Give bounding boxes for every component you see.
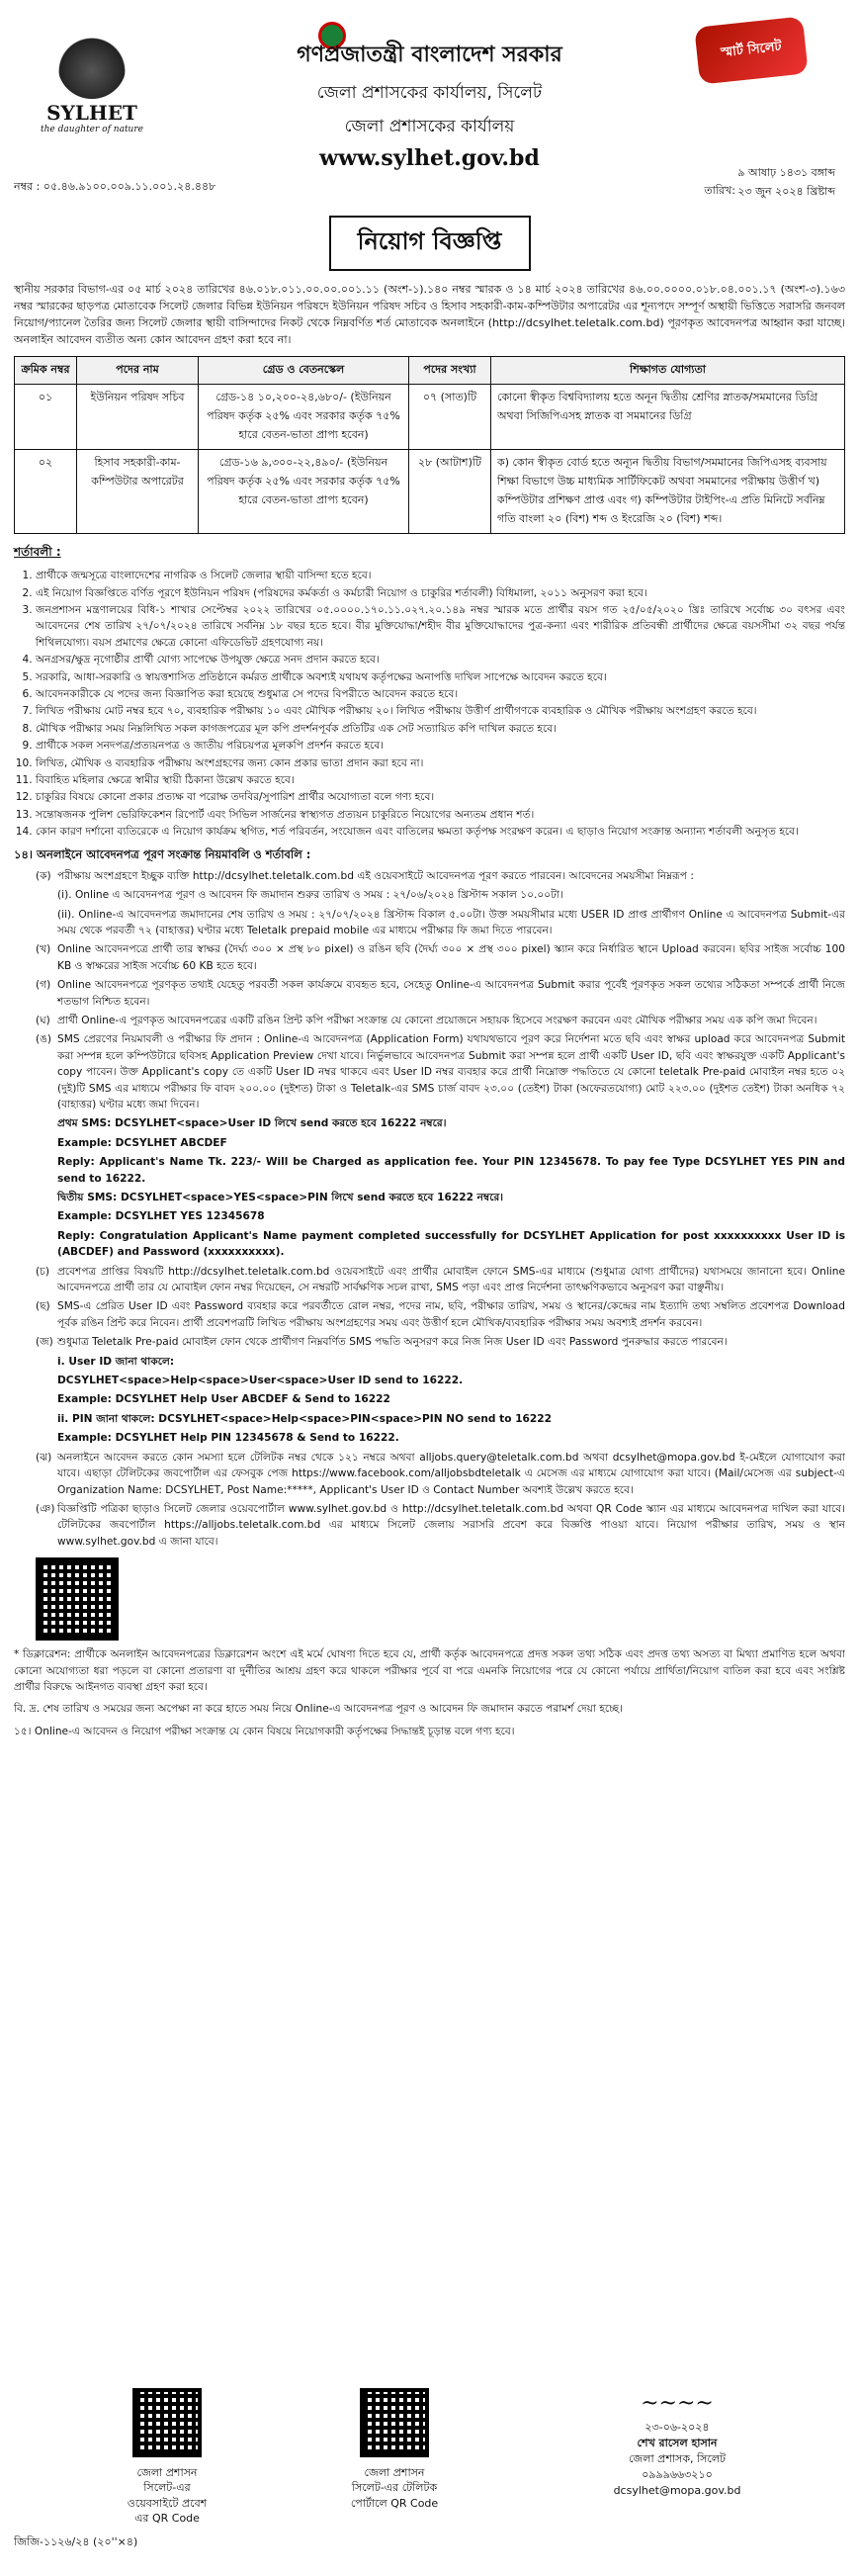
table-row xyxy=(15,385,845,450)
rule-text: শুধুমাত্র Teletalk Pre-paid মোবাইল ফোন থেকে প্রার্থীগণ নিম্নবর্ণিত SMS পদ্ধতি অনুসরণ করে নিজ নিজ User ID এবং Password পুনরুদ্ধার করতে পারবেন। xyxy=(57,1336,728,1349)
rule-text: পরীক্ষায় অংশগ্রহণে ইচ্ছুক ব্যক্তি http://dcsylhet.teletalk.com.bd এই ওয়েবসাইটে আবেদনপত্র পূরণ করতে পারবেন। আবেদনের সময়সীমা নিম্নরূপ : xyxy=(57,869,694,882)
list-item: 7. লিখিত পরীক্ষায় মোট নম্বর হবে ৭০, ব্যবহারিক পরীক্ষায় ১০ এবং মৌখিক পরীক্ষায় ২০। লিখিত পরীক্ষায় উত্তীর্ণ প্রার্থীগণকে ব্যবহারিক ও মৌখিক পরীক্ষায় অংশগ্রহণ করতে হবে। xyxy=(36,703,845,719)
col-serial: ক্রমিক নম্বর xyxy=(15,357,77,385)
sms-line: দ্বিতীয় SMS: DCSYLHET<space>YES<space>PIN লিখে send করতে হবে 16222 নম্বরে। xyxy=(57,1192,504,1203)
rule-item xyxy=(36,868,845,884)
cell-qualification: কোনো স্বীকৃত বিশ্ববিদ্যালয় হতে অনূন দ্বিতীয় শ্রেণির স্নাতক/সমমানের ডিগ্রি অথবা সিজিপিএসহ স্নাতক বা সমমানের ডিগ্রি xyxy=(491,385,845,450)
rule-key: (ক) xyxy=(36,869,51,882)
cell-count: ২৮ (আটাশ)টি xyxy=(409,450,491,534)
signature-block xyxy=(578,2388,776,2499)
rule-item xyxy=(36,977,845,1010)
rule-text: (i). Online এ আবেদনপত্র পূরণ ও আবেদন ফি জমাদান শুরুর তারিখ ও সময় : ২৭/০৬/২০২৪ খ্রিস্টাব্দ সকাল ১০.০০টা। xyxy=(57,889,563,902)
office-line-2: জেলা প্রশাসকের কার্যালয় xyxy=(344,117,515,136)
rule-key: (চ) xyxy=(36,1265,49,1278)
rule-text: Online আবেদনপত্রে প্রার্থী তার স্বাক্ষর (দৈর্ঘ্য ৩০০ × প্রস্থ ৮০ pixel) ও রঙিন ছবি (দৈর্ঘ্য ৩০০ × প্রস্থ ৩০০ pixel) স্ক্যান করে নির্ধারিত স্থানে Upload করবেন। ছবির সাইজ সর্বোচ্চ 100 KB ও স্বাক্ষরের সাইজ সর্বোচ্চ 60 KB হতে হবে। xyxy=(57,943,845,972)
date-label: তারিখ: xyxy=(704,184,735,197)
list-item: 8. মৌখিক পরীক্ষার সময় নিম্নলিখিত সকল কাগজপত্রের মূল কপি প্রদর্শনপূর্বক প্রতিটির এক সেট সত্যায়িত কপি দাখিল করতে হবে। xyxy=(36,721,845,737)
list-item: 13. সন্তোষজনক পুলিশ ভেরিফিকেশন রিপোর্ট এবং সিভিল সার্জনের স্বাস্থ্যগত প্রত্যয়ন চাকুরিতে নিয়োগের অন্যতম প্রধান শর্ত। xyxy=(36,807,845,823)
sign-email[interactable]: dcsylhet@mopa.gov.bd xyxy=(613,2483,741,2497)
rule-item xyxy=(36,1013,845,1028)
rule-key: (ঘ) xyxy=(36,1014,50,1026)
date-english: ২৩ জুন ২০২৪ খ্রিষ্টাব্দ xyxy=(737,185,835,198)
rule-text: SMS-এ প্রেরিত User ID এবং Password ব্যবহার করে পরবর্তীতে রোল নম্বর, পদের নাম, ছবি, পরীক্ষার তারিখ, সময় ও স্থানের/কেন্দ্রের নাম ইত্যাদি তথ্য সম্বলিত প্রবেশপত্র Download পূর্বক রঙিন প্রিন্ট করে নিবেন। প্রার্থী প্রবেশপত্রটি লিখিত পরীক্ষায় অংশগ্রহণের সময় এবং উত্তীর্ণ হলে মৌখিক/ব্যবহারিক পরীক্ষার সময় অবশ্যই প্রদর্শন করবেন। xyxy=(57,1300,845,1329)
govt-title: গণপ্রজাতন্ত্রী বাংলাদেশ সরকার xyxy=(297,42,562,67)
rule-text: প্রবেশপত্র প্রাপ্তির বিষয়টি http://dcsylhet.teletalk.com.bd ওয়েবসাইটে এবং প্রার্থীর মোবাইল ফোনে SMS-এর মাধ্যমে (শুধুমাত্র যোগ্য প্রার্থীদের) যথাসময়ে জানানো হবে। Online আবেদনপত্রে প্রার্থী তার যে মোবাইল ফোন নম্বর দিয়েছেন, সে নম্বরটি সার্বক্ষণিক সচল রাখা, SMS পড়া এবং প্রাপ্ত নির্দেশনা তাৎক্ষণিকভাবে অনুসরণ করা বাঞ্ছনীয়। xyxy=(57,1265,845,1294)
recover-line: Example: DCSYLHET Help PIN 12345678 & Send to 16222. xyxy=(57,1432,399,1445)
list-item: 1. প্রার্থীকে জন্মসূত্রে বাংলাদেশের নাগরিক ও সিলেট জেলার স্থায়ী বাসিন্দা হতে হবে। xyxy=(36,568,845,583)
list-item: 5. সরকারি, আধা-সরকারি ও স্বায়ত্তশাসিত প্রতিষ্ঠানে কর্মরত প্রার্থীকে অবশ্যই যথাযথ কর্তৃপক্ষের অনাপত্তি দাখিল সাপেক্ষে আবেদন করতে হবে। xyxy=(36,669,845,685)
cell-grade: গ্রেড-১৪ ১০,২০০-২৪,৬৮০/- (ইউনিয়ন পরিষদ কর্তৃক ২৫% এবং সরকার কর্তৃক ৭৫% হারে বেতন-ভাতা প্রাপ্য হবেন) xyxy=(199,385,409,450)
cell-grade: গ্রেড-১৬ ৯,৩০০-২২,৪৯০/- (ইউনিয়ন পরিষদ কর্তৃক ২৫% এবং সরকার কর্তৃক ৭৫% হারে বেতন-ভাতা প্রাপ্য হবেন) xyxy=(199,450,409,534)
date-bangla: ৯ আষাঢ় ১৪৩১ বঙ্গাব্দ xyxy=(737,166,835,179)
rule-item xyxy=(36,907,845,939)
sign-phone: ০৯৯৯৬৬৩২১০ xyxy=(642,2467,713,2481)
website-qr-label: জেলা প্রশাসন সিলেট-এর ওয়েবসাইটে প্রবেশ এর QR Code xyxy=(127,2466,208,2526)
list-item: 9. প্রার্থীকে সকল সনদপত্র/প্রত্যয়নপত্র ও জাতীয় পরিচয়পত্র মূলকপি প্রদর্শন করতে হবে। xyxy=(36,738,845,754)
list-item: 14. কোন কারণ দর্শানো ব্যতিরেকে এ নিয়োগ কার্যক্রম স্থগিত, শর্ত পরিবর্তন, সংযোজন এবং বাতিলের ক্ষমতা কর্তৃপক্ষ সংরক্ষণ করেন। এ ছাড়াও নিয়োগ সংক্রান্ত অন্যান্য শর্তাবলী অনুসৃত হবে। xyxy=(36,824,845,840)
sign-date: ২৩-০৬-২০২৪ xyxy=(644,2420,710,2434)
office-line-1: জেলা প্রশাসকের কার্যালয়, সিলেট xyxy=(316,83,543,103)
list-item: 11. বিবাহিত মহিলার ক্ষেত্রে স্বামীর স্থায়ী ঠিকানা উল্লেখ করতে হবে। xyxy=(36,772,845,788)
website-url[interactable]: www.sylhet.gov.bd xyxy=(319,145,540,171)
recover-line: i. User ID জানা থাকলে: xyxy=(57,1355,175,1368)
col-post: পদের নাম xyxy=(77,357,199,385)
col-qualification: শিক্ষাগত যোগ্যতা xyxy=(491,357,845,385)
sms-line: Example: DCSYLHET ABCDEF xyxy=(57,1136,227,1149)
rule-item xyxy=(36,1334,845,1350)
rule-text: প্রার্থী Online-এ পূরণকৃত আবেদনপত্রের একটি রঙিন প্রিন্ট কপি পরীক্ষা সংক্রান্ত যে কোনো প্রয়োজনে সহায়ক হিসেবে সংরক্ষণ করবেন এবং মৌখিক পরীক্ষার সময় এক কপি জমা দিবেন। xyxy=(57,1014,817,1026)
advice-note: বি. দ্র. শেষ তারিখ ও সময়ের জন্য অপেক্ষা না করে হাতে সময় নিয়ে Online-এ আবেদনপত্র পূরণ ও আবেদন ফি জমাদান করতে পরামর্শ দেয়া হচ্ছে। xyxy=(14,1703,623,1716)
table-header-row xyxy=(15,357,845,385)
rule-item xyxy=(36,1450,845,1498)
rule-key: (খ) xyxy=(36,943,51,956)
cell-serial: ০১ xyxy=(15,385,77,450)
qr-code-icon[interactable] xyxy=(132,2388,202,2457)
cell-post: হিসাব সহকারী-কাম-কম্পিউটার অপারেটর xyxy=(77,450,199,534)
memo-number: নম্বর : ০৫.৪৬.৯১০০.০০৯.১১.০০১.২৪.৪৪৮ xyxy=(14,180,216,193)
signature-icon: ~~~~ xyxy=(641,2391,714,2416)
cell-qualification: ক) কোন স্বীকৃত বোর্ড হতে অন্যূন দ্বিতীয় বিভাগ/সমমানের জিপিএসহ ব্যবসায় শিক্ষা বিভাগে উচ্চ মাধ্যমিক সার্টিফিকেট অথবা সমমানের পরীক্ষায় উত্তীর্ণ খ) কম্পিউটার প্রশিক্ষণ প্রাপ্ত এবং গ) কম্পিউটার টাইপিং-এ প্রতি মিনিটে সর্বনিম্ন গতি বাংলা ২০ (বিশ) শব্দ ও ইংরেজি ২০ (বিশ) শব্দ। xyxy=(491,450,845,534)
page-title: নিয়োগ বিজ্ঞপ্তি xyxy=(329,216,531,271)
rule-key: (জ) xyxy=(36,1336,53,1349)
intro-paragraph: স্থানীয় সরকার বিভাগ-এর ০৫ মার্চ ২০২৪ তারিখের ৪৬.০১৮.০১১.০০.০০.০০১.১১ (অংশ-১).১৪০ নম্বর স্মারক ও ১৪ মার্চ ২০২৪ তারিখের ৪৬.০০.০০০০.০১৮.০৪.০০১.১৭ (অংশ-৩).১৬৩ নম্বর স্মারকের ছাড়পত্র মোতাবেক সিলেট জেলার বিভিন্ন ইউনিয়ন পরিষদে ইউনিয়ন পরিষদ সচিব ও হিসাব সহকারী-কাম-কম্পিউটার অপারেটর এর শূন্যপদে সম্পূর্ণ অস্থায়ী ভিত্তিতে সরাসরি জনবল নিয়োগ/প্যানেল তৈরির জন্য সিলেট জেলার স্থায়ী বাসিন্দাদের নিকট থেকে নিম্নবর্ণিত শর্ত মোতাবেক অনলাইনে (http://dcsylhet.teletalk.com.bd) পূরণকৃত আবেদনপত্র আহ্বান করা যাচ্ছে। অনলাইন আবেদন ব্যতীত অন্য কোন আবেদন গ্রহণ করা হবে না। xyxy=(14,283,845,347)
cell-post: ইউনিয়ন পরিষদ সচিব xyxy=(77,385,199,450)
print-code: জিজি-১১২৬/২৪ (২০''×৪) xyxy=(14,2535,138,2548)
col-count: পদের সংখ্যা xyxy=(409,357,491,385)
sms-line: প্রথম SMS: DCSYLHET<space>User ID লিখে send করতে হবে 16222 নম্বরে। xyxy=(57,1117,447,1130)
footer xyxy=(14,2388,845,2546)
sms-line: Example: DCSYLHET YES 12345678 xyxy=(57,1210,265,1223)
rule-text: SMS প্রেরণের নিয়মাবলী ও পরীক্ষার ফি প্রদান : Online-এ আবেদনপত্র (Application Form) যথাযথভাবে পূরণ করে নির্দেশনা মতে ছবি এবং স্বাক্ষর upload করে আবেদনপত্র Submit করা সম্পন্ন হলে কম্পিউটারে ছবিসহ Application Preview দেখা যাবে। নির্ভুলভাবে আবেদনপত্র Submit করা সম্পন্ন হলে প্রার্থী একটি User ID, ছবি এবং স্বাক্ষরযুক্ত একটি Applicant's copy পাবেন। উক্ত Applicant's copy তে একটি User ID নম্বর থাকবে এবং User ID নম্বর ব্যবহার করে প্রার্থী নিম্নোক্ত পদ্ধতিতে যে কোনো teletalk Pre-paid মোবাইল নম্বর হতে ০২ (দুই)টি SMS এর মাধ্যমে পরীক্ষার ফি বাবদ ২০০.০০ (দুইশত) টাকা ও Teletalk-এর SMS চার্জ বাবদ ২৩.০০ (তেইশ) টাকা (অফেরতযোগ্য) মোট ২২৩.০০ (দুইশত তেইশ) টাকা অনধিক ৭২ (বাহাত্তর) ঘণ্টার মধ্যে জমা দিবেন। xyxy=(57,1033,845,1110)
list-item: 3. জনপ্রশাসন মন্ত্রণালয়ের বিধি-১ শাখার সেপ্টেম্বর ২০২২ তারিখের ০৫.০০০০.১৭০.১১.০২৭.২০.১৪৯ নম্বর স্মারক মতে প্রার্থীর বয়স গত ২৫/০৫/২০২০ খ্রিঃ তারিখে সর্বোচ্চ ৩০ বৎসর এবং আবেদনের শেষ তারিখ ২৭/০৭/২০২৪ তারিখে সর্বনিম্ন ১৮ বছর হতে হবে। বীর মুক্তিযোদ্ধা/শহীদ বীর মুক্তিযোদ্ধাদের পুত্র-কন্যা এবং শারীরিক প্রতিবন্ধী প্রার্থীদের ক্ষেত্রে বয়সসীমা ৩২ বছর পর্যন্ত শিথিলযোগ্য। বয়স প্রমাণের ক্ষেত্রে কোনো এফিডেভিট গ্রহণযোগ্য নয়। xyxy=(36,602,845,651)
declaration-note: * ডিক্লারেশন: প্রার্থীকে অনলাইন আবেদনপত্রের ডিক্লারেশন অংশে এই মর্মে ঘোষণা দিতে হবে যে, প্রার্থী কর্তৃক আবেদনপত্রে প্রদত্ত সকল তথ্য সঠিক এবং প্রদত্ত তথ্য অসত্য বা মিথ্যা প্রমাণিত হলে অথবা কোনো অযোগ্যতা ধরা পড়লে বা কোনো প্রতারণা বা দুর্নীতির আশ্রয় গ্রহণ করে থাকলে পরীক্ষার পূর্বে বা পরে এমনকি নিয়োগের পরে যে কোনো পর্যায়ে প্রার্থিতা/নিয়োগ বাতিল করা হবে এবং সংশ্লিষ্ট প্রার্থীর বিরুদ্ধে আইনগত ব্যবস্থা গ্রহণ করা হবে। xyxy=(14,1648,845,1693)
list-item: 2. এই নিয়োগ বিজ্ঞপ্তিতে বর্ণিত পূরণে ইউনিয়ন পরিষদ (পরিষদের কর্মকর্তা ও কর্মচারী নিয়োগ ও চাকুরির শর্তাবলী) বিধিমালা, ২০১১ অনুসরণ করা হবে। xyxy=(36,585,845,601)
online-rules-title: ১৪। অনলাইনে আবেদনপত্র পূরণ সংক্রান্ত নিয়মাবলি ও শর্তাবলি : xyxy=(14,846,311,861)
recover-line: ii. PIN জানা থাকলে: DCSYLHET<space>Help<space>PIN<space>PIN NO send to 16222 xyxy=(57,1412,553,1425)
rule-key: (ছ) xyxy=(36,1300,50,1313)
sign-name: শেখ রাসেল হাসান xyxy=(637,2436,718,2449)
rule-key: (ঞ) xyxy=(36,1502,55,1515)
list-item: 4. অনগ্রসর/ক্ষুদ্র নৃগোষ্ঠীর প্রার্থী যোগ্য সাপেক্ষে উপযুক্ত ক্ষেত্রে সনদ প্রদান করতে হবে। xyxy=(36,652,845,667)
cell-count: ০৭ (সাত)টি xyxy=(409,385,491,450)
teletalk-qr[interactable] xyxy=(350,2388,439,2511)
recover-line: DCSYLHET<space>Help<space>User<space>User ID send to 16222. xyxy=(57,1375,464,1387)
terms-title: শর্তাবলী : xyxy=(14,545,61,560)
rule-item xyxy=(36,887,845,903)
rule-text: অনলাইনে আবেদন করতে কোন সমস্যা হলে টেলিটক নম্বর থেকে ১২১ নম্বরে অথবা alljobs.query@teletalk.com.bd অথবা dcsylhet@mopa.gov.bd ই-মেইলে যোগাযোগ করা যাবে। এছাড়া টেলিটকের জবপোর্টাল এর ফেসবুক পেজ https://www.facebook.com/alljobsbdteletalk এ মেসেজ এর মাধ্যমে যোগাযোগ করা যাবে। (Mail/মেসেজ এর subject-এ Organization Name: DCSYLHET, Post Name:*****, Applicant's User ID ও Contact Number অবশ্যই উল্লেখ করতে হবে। xyxy=(57,1451,845,1496)
sms-line: Reply: Congratulation Applicant's Name payment completed successfully for DCSYLHET Application for post xxxxxxxxxx User ID is (ABCDEF) and Password (xxxxxxxxxx). xyxy=(57,1229,845,1259)
rule-item xyxy=(36,1031,845,1112)
col-grade: গ্রেড ও বেতনস্কেল xyxy=(199,357,409,385)
rule-key: (ঝ) xyxy=(36,1451,52,1464)
sms-line: Reply: Applicant's Name Tk. 223/- Will be Charged as application fee. Your PIN 12345678. To pay fee Type DCSYLHET YES PIN and send to 16222. xyxy=(57,1156,845,1185)
table-row xyxy=(15,450,845,534)
recover-line: Example: DCSYLHET Help User ABCDEF & Send to 16222 xyxy=(57,1393,390,1406)
smart-sylhet-badge: স্মার্ট সিলেট xyxy=(694,16,808,84)
header xyxy=(14,0,845,171)
memo-date xyxy=(704,164,835,202)
application-qr-code[interactable] xyxy=(36,1557,845,1641)
rule-text: Online আবেদনপত্রে পূরণকৃত তথ্যই যেহেতু পরবর্তী সকল কার্যক্রমে ব্যবহৃত হবে, সেহেতু Online-এ আবেদনপত্র Submit করার পূর্বেই পূরণকৃত সকল তথ্যের সঠিকতা সম্পর্কে প্রার্থী নিজে শতভাগ নিশ্চিত হবেন। xyxy=(57,979,845,1008)
posts-table xyxy=(14,356,845,534)
logo-name: SYLHET xyxy=(46,101,137,125)
cell-serial: ০২ xyxy=(15,450,77,534)
list-item: 10. লিখিত, মৌখিক ও ব্যবহারিক পরীক্ষায় অংশগ্রহণের জন্য কোন প্রকার ভাতা প্রদান করা হবে না। xyxy=(36,755,845,771)
memo-row xyxy=(14,158,845,206)
teletalk-qr-label: জেলা প্রশাসন সিলেট-এর টেলিটক পোর্টালে QR Code xyxy=(350,2466,439,2510)
qr-code-icon[interactable] xyxy=(360,2388,429,2457)
website-qr[interactable] xyxy=(123,2388,212,2527)
final-note: ১৫। Online-এ আবেদন ও নিয়োগ পরীক্ষা সংক্রান্ত যে কোন বিষয়ে নিয়োগকারী কর্তৃপক্ষের সিদ্ধান্তই চূড়ান্ত বলে গণ্য হবে। xyxy=(14,1725,515,1737)
qr-code-icon[interactable] xyxy=(36,1557,119,1641)
rule-item xyxy=(36,1501,845,1550)
logo-tagline: the daughter of nature xyxy=(40,125,143,134)
rule-text: বিজ্ঞপ্তিটি পত্রিকা ছাড়াও সিলেট জেলার ওয়েবপোর্টাল www.sylhet.gov.bd ও http://dcsylhet.teletalk.com.bd অথবা QR Code স্ক্যান এর মাধ্যমে আবেদনপত্র দাখিল করা যাবে। টেলিটকের জবপোর্টাল https://alljobs.teletalk.com.bd এর মাধ্যমে সিলেট জেলায় সরাসরি প্রবেশ করে বিজ্ঞপ্তি পাওয়া যাবে। নিয়োগ পরীক্ষার তারিখ, সময় ও স্থান www.sylhet.gov.bd এ জানা যাবে। xyxy=(57,1502,845,1548)
rule-item xyxy=(36,941,845,974)
rule-item xyxy=(36,1298,845,1331)
rule-item xyxy=(36,1264,845,1296)
list-item: 6. আবেদনকারীকে যে পদের জন্য বিজ্ঞাপিত করা হয়েছে শুধুমাত্র সে পদের বিপরীতে আবেদন করতে হবে। xyxy=(36,686,845,702)
online-rules xyxy=(36,868,845,1550)
list-item: 12. চাকুরির বিষয়ে কোনো প্রকার প্রত্যক্ষ বা পরোক্ষ তদবির/সুপারিশ প্রার্থীর অযোগ্যতা বলে গণ্য হবে। xyxy=(36,789,845,805)
rule-key: (গ) xyxy=(36,979,51,992)
rule-key: (ঙ) xyxy=(36,1033,52,1046)
rule-text: (ii). Online-এ আবেদনপত্র জমাদানের শেষ তারিখ ও সময় : ২৭/০৭/২০২৪ খ্রিস্টাব্দ বিকাল ৫.০০টা। উক্ত সময়সীমার মধ্যে USER ID প্রাপ্ত প্রার্থীগণ Online এ আবেদনপত্র Submit-এর সময় থেকে পরবর্তী ৭২ (বাহাত্তর) ঘণ্টার মধ্যে Teletalk prepaid mobile এর মাধ্যমে পরীক্ষার ফি জমা দিতে পারবেন। xyxy=(57,908,845,936)
sign-title: জেলা প্রশাসক, সিলেট xyxy=(628,2451,727,2465)
terms-list xyxy=(14,568,845,841)
